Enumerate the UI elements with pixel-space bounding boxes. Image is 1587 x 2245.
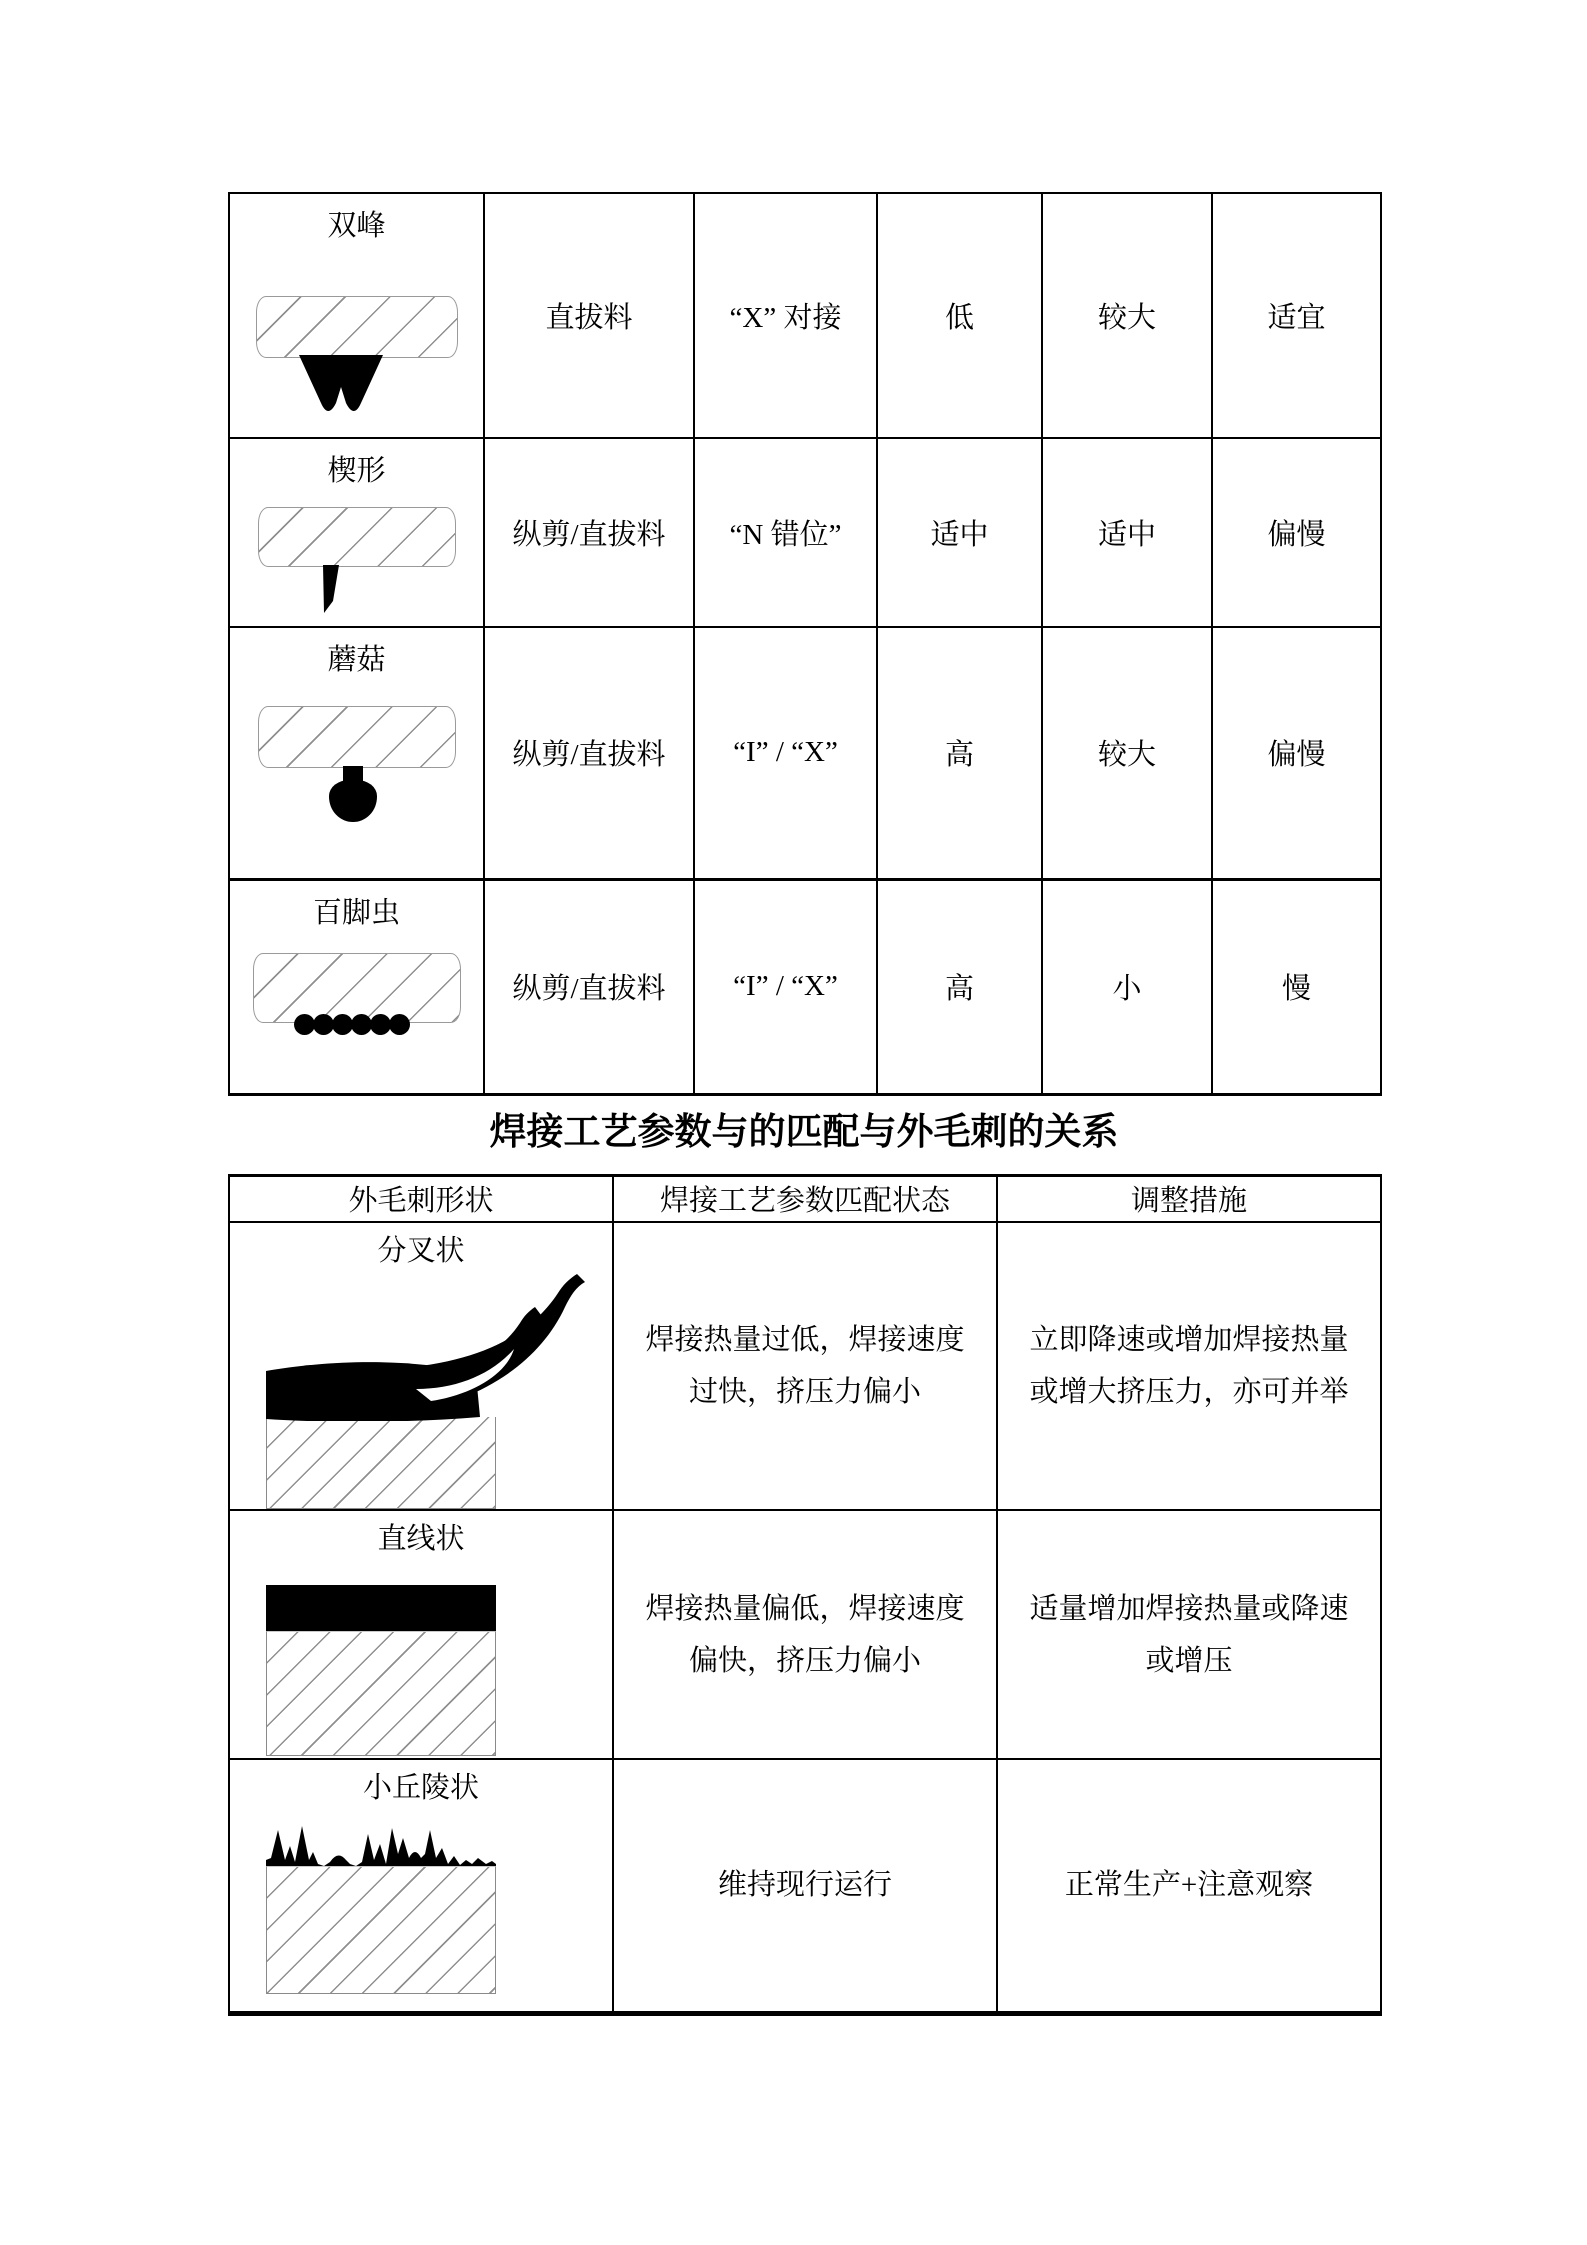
- hilly-burr-icon: [266, 1820, 496, 1866]
- size-cell: 较大: [1042, 627, 1212, 879]
- shape-label: 双峰: [327, 210, 386, 242]
- table-row: [229, 1759, 1381, 2013]
- shape-cell: [229, 1510, 613, 1759]
- steel-section-square: [266, 1631, 496, 1756]
- header-adjustment: 调整措施: [997, 1175, 1381, 1222]
- burr-parameter-table: [228, 1174, 1382, 2016]
- burr-dot: [332, 1014, 353, 1035]
- double-peak-burr-icon: [299, 355, 383, 419]
- wedge-burr-icon: [321, 565, 341, 615]
- shape-cell: [229, 1759, 613, 2013]
- speed-cell: 偏慢: [1212, 627, 1381, 879]
- shape-label: 楔形: [327, 455, 386, 487]
- matching-status-cell: 焊接热量过低，焊接速度过快，挤压力偏小: [613, 1222, 997, 1510]
- size-cell: 小: [1042, 879, 1212, 1094]
- burr-type-table: [228, 192, 1382, 1096]
- size-cell: 适中: [1042, 438, 1212, 627]
- burr-dot: [351, 1014, 372, 1035]
- steel-section-band: [258, 507, 456, 567]
- shape-cell: [229, 1222, 613, 1510]
- burr-dot: [313, 1014, 334, 1035]
- shape-label: 分叉状: [377, 1235, 465, 1267]
- page-content: [228, 192, 1380, 2016]
- feed-mode-cell: 纵剪/直拔料: [484, 627, 694, 879]
- joint-form-cell: “I” / “X”: [694, 879, 877, 1094]
- adjustment-cell: 立即降速或增加焊接热量或增大挤压力，亦可并举: [997, 1222, 1381, 1510]
- forked-burr-claws: [266, 1271, 596, 1421]
- table-row: [229, 1222, 1381, 1510]
- level-cell: 低: [877, 193, 1042, 438]
- mushroom-cap: [329, 780, 377, 822]
- header-burr-shape: 外毛刺形状: [229, 1175, 613, 1222]
- table-row: [229, 627, 1381, 879]
- adjustment-cell: 正常生产+注意观察: [997, 1759, 1381, 2013]
- table-row: [229, 193, 1381, 438]
- size-cell: 较大: [1042, 193, 1212, 438]
- burr-dot: [370, 1014, 391, 1035]
- steel-section-band: [253, 953, 461, 1023]
- steel-section-square: [266, 1866, 496, 1994]
- shape-cell: [229, 627, 484, 879]
- level-cell: 高: [877, 879, 1042, 1094]
- adjustment-cell: 适量增加焊接热量或降速或增压: [997, 1510, 1381, 1759]
- level-cell: 适中: [877, 438, 1042, 627]
- header-matching-status: 焊接工艺参数匹配状态: [613, 1175, 997, 1222]
- shape-label: 直线状: [377, 1523, 465, 1555]
- shape-cell: [229, 438, 484, 627]
- speed-cell: 偏慢: [1212, 438, 1381, 627]
- mushroom-burr-icon: [329, 766, 377, 822]
- burr-dot: [389, 1014, 410, 1035]
- joint-form-cell: “N 错位”: [694, 438, 877, 627]
- table-row: [229, 438, 1381, 627]
- feed-mode-cell: 纵剪/直拔料: [484, 438, 694, 627]
- table-row: [229, 1510, 1381, 1759]
- speed-cell: 适宜: [1212, 193, 1381, 438]
- steel-section-band: [258, 706, 456, 768]
- straight-burr-icon: [266, 1585, 496, 1631]
- table-row: [229, 879, 1381, 1094]
- matching-status-cell: 维持现行运行: [613, 1759, 997, 2013]
- table-header-row: [229, 1175, 1381, 1222]
- shape-label: 小丘陵状: [362, 1772, 479, 1804]
- feed-mode-cell: 纵剪/直拔料: [484, 879, 694, 1094]
- forked-burr-icon: [266, 1271, 596, 1509]
- shape-cell: [229, 879, 484, 1094]
- speed-cell: 慢: [1212, 879, 1381, 1094]
- feed-mode-cell: 直拔料: [484, 193, 694, 438]
- steel-section-square: [266, 1417, 496, 1509]
- shape-cell: [229, 193, 484, 438]
- section-title: 焊接工艺参数与的匹配与外毛刺的关系: [489, 1111, 1119, 1153]
- centipede-burr-icon: [296, 1014, 410, 1035]
- joint-form-cell: “X” 对接: [694, 193, 877, 438]
- matching-status-cell: 焊接热量偏低，焊接速度偏快，挤压力偏小: [613, 1510, 997, 1759]
- level-cell: 高: [877, 627, 1042, 879]
- shape-label: 蘑菇: [327, 644, 386, 676]
- burr-dot: [294, 1014, 315, 1035]
- joint-form-cell: “I” / “X”: [694, 627, 877, 879]
- steel-section-band: [256, 296, 458, 358]
- shape-label: 百脚虫: [312, 896, 400, 929]
